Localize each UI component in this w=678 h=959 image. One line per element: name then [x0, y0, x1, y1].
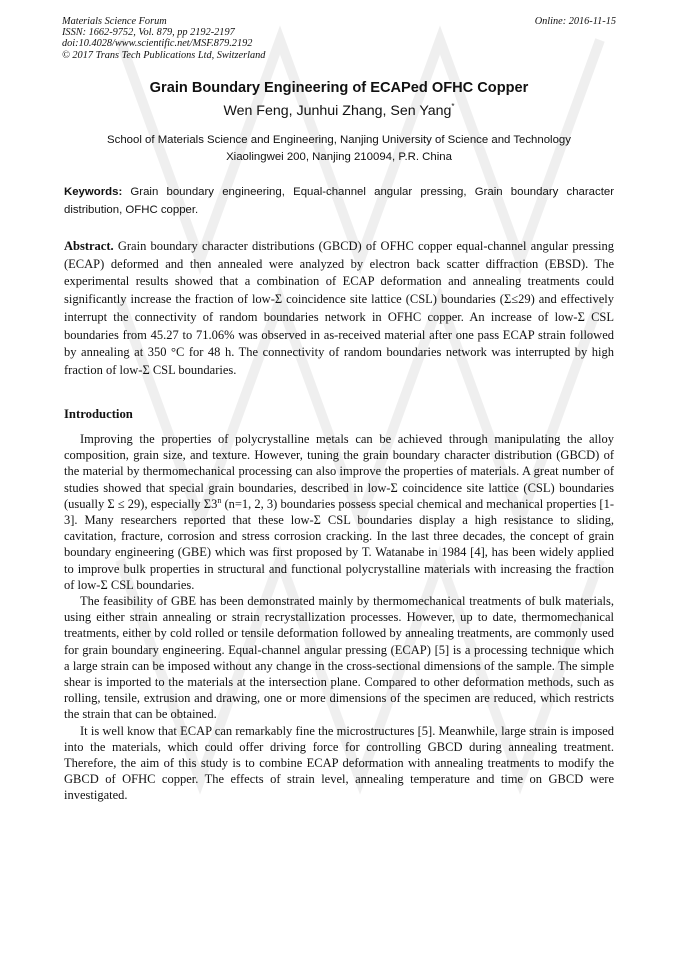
paragraph-text: Improving the properties of polycrystalline metals can be achieved through manipulating the alloy composition, grain size, and texture. However, tuning the grain boundary character distribution (GBCD) of the material by thermomechanical processing can also improve the properties of materials. A great number of studies showed that special grain boundaries, described in low-Σ coincidence site lattice (CSL) boundaries (usually Σ ≤ 29), especially Σ3: [64, 432, 614, 511]
abstract-block: [64, 238, 614, 380]
paper-title: Grain Boundary Engineering of ECAPed OFHC Copper: [149, 80, 529, 96]
author-list: [0, 102, 678, 119]
online-date: Online: 2016-11-15: [534, 16, 616, 27]
author-names: Wen Feng, Junhui Zhang, Sen Yang: [223, 103, 452, 119]
doi-line: doi:10.4028/www.scientific.net/MSF.879.2192: [62, 38, 253, 50]
abstract-text: Grain boundary character distributions (GBCD) of OFHC copper equal-channel angular pressing (ECAP) deformed and then annealed were analyzed by electron back scatter diffraction (EBSD). The experimental results showed that a combination of ECAP deformation and annealing treatments could significantly increase the fraction of low-Σ coincidence site lattice (CSL) boundaries (Σ≤29) and effectively interrupt the connectivity of random boundaries network in OFHC copper. An increase of low-Σ CSL boundaries from 45.27 to 71.06% was observed in as-received material after one pass ECAP strain followed by annealing at 350 °C for 48 h. The connectivity of random boundaries network was interrupted by high fraction of low-Σ CSL boundaries.: [64, 239, 614, 377]
issn-line: ISSN: 1662-9752, Vol. 879, pp 2192-2197: [62, 27, 235, 39]
publication-header: [62, 16, 265, 61]
introduction-paragraph-3: It is well know that ECAP can remarkably fine the microstructures [5]. Meanwhile, large strain is imposed into the materials, which could offer driving force for controlling GBCD during annealing treatment. Therefore, the aim of this study is to combine ECAP deformation with annealing treatments to modify the GBCD of OFHC copper. The effects of strain level, annealing temperature and time on GBCD were investigated.: [64, 723, 614, 803]
introduction-paragraph-1: [64, 431, 614, 593]
introduction-paragraph-2: The feasibility of GBE has been demonstrated mainly by thermomechanical treatments of bulk materials, using either strain annealing or strain recrystallization processes. However, up to date, thermomechanical treatments, either by cold rolled or tensile deformation followed by annealing treatments, are commonly used for grain boundary engineering. Equal-channel angular pressing (ECAP) [5] is a processing technique which a large strain can be imposed without any change in the cross-sectional dimensions of the sample. The simple shear is imported to the materials at the intersection plane. Compared to other deformation methods, such as rolling, tensile, extrusion and drawing, one or more dimensions of the specimen are reduced, which restricts the strain that can be obtained.: [64, 594, 614, 722]
copyright-line: © 2017 Trans Tech Publications Ltd, Switzerland: [62, 49, 266, 61]
section-heading-introduction: Introduction: [64, 407, 133, 421]
affiliation-line-2: Xiaolingwei 200, Nanjing 210094, P.R. China: [226, 151, 452, 163]
abstract-label: Abstract.: [64, 239, 114, 253]
introduction-body: [64, 431, 614, 804]
keywords-text: Grain boundary engineering, Equal-channel angular pressing, Grain boundary character distribution, OFHC copper.: [64, 186, 614, 216]
journal-name: Materials Science Forum: [62, 16, 167, 27]
corresponding-author-mark: *: [451, 102, 455, 111]
paragraph-text: (n=1, 2, 3) boundaries possess special chemical and mechanical properties [1-3]. Many researchers reported that these low-Σ CSL boundaries display a high resistance to sliding, cavitation, fracture, corrosion and stress corrosion cracking. In the last three decades, the concept of grain boundary engineering (GBE) which was first proposed by T. Watanabe in 1984 [4], has been widely applied to improve bulk properties in structural and functional polycrystalline materials with increasing the fraction of low-Σ CSL boundaries.: [64, 496, 615, 592]
affiliation-line-1: School of Materials Science and Engineering, Nanjing University of Science and Technology: [107, 134, 571, 146]
keywords-block: [64, 183, 614, 219]
keywords-label: Keywords:: [64, 186, 123, 198]
superscript-n: n: [217, 495, 222, 505]
affiliation: [62, 132, 616, 166]
